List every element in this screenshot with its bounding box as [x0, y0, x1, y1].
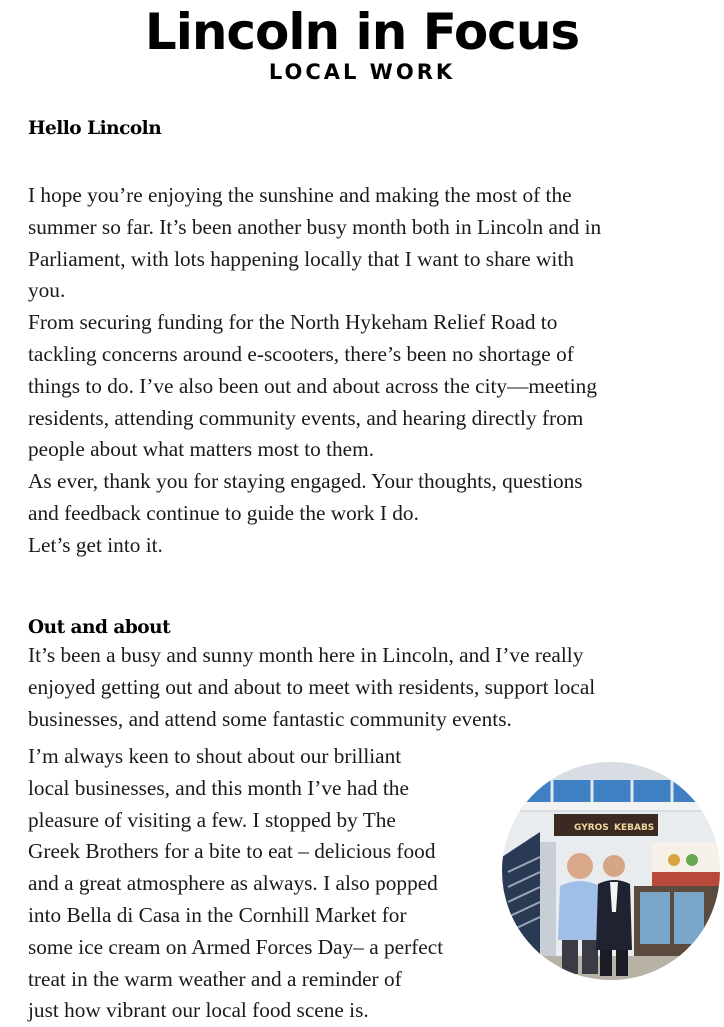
sign-text: KEBABS [614, 823, 655, 833]
text-line: people about what matters most to them. [28, 437, 375, 462]
text-line: Let’s get into it. [28, 532, 163, 557]
text-line: summer so far. It’s been another busy month both in Lincoln and in [28, 214, 602, 239]
text-line: Greek Brothers for a bite to eat – delicious food [28, 839, 436, 864]
businesses-paragraph [28, 741, 443, 1027]
restaurant-visit-photo [502, 762, 720, 980]
text-line: and feedback continue to guide the work I do. [28, 500, 419, 525]
text-line: treat in the warm weather and a reminder of [28, 966, 402, 991]
text-line: pleasure of visiting a few. I stopped by The [28, 807, 396, 832]
text-line: It’s been a busy and sunny month here in Lincoln, and I’ve really [28, 643, 584, 667]
text-line: tackling concerns around e-scooters, there’s been no shortage of [28, 341, 574, 366]
text-line: I hope you’re enjoying the sunshine and making the most of the [28, 183, 572, 207]
text-line: into Bella di Casa in the Cornhill Market for [28, 902, 407, 927]
text-line: some ice cream on Armed Forces Day– a perfect [28, 934, 444, 959]
sign-text: GYROS [574, 823, 609, 833]
text-line: local businesses, and this month I’ve had the [28, 775, 409, 800]
newsletter-title: Lincoln in Focus [144, 3, 580, 61]
text-line: businesses, and attend some fantastic community events. [28, 706, 512, 731]
greeting-heading: Hello Lincoln [28, 118, 162, 139]
text-line: residents, attending community events, and hearing directly from [28, 405, 584, 430]
text-line: you. [28, 278, 66, 303]
section-heading: Out and about [28, 617, 171, 638]
text-line: and a great atmosphere as always. I also popped [28, 871, 438, 896]
text-line: From securing funding for the North Hykeham Relief Road to [28, 310, 558, 335]
text-line: As ever, thank you for staying engaged. Your thoughts, questions [28, 469, 583, 494]
text-line: Parliament, with lots happening locally that I want to share with [28, 246, 574, 271]
text-line: I’m always keen to shout about our brilliant [28, 744, 402, 768]
section-paragraph [28, 640, 595, 735]
photo-illustration [502, 762, 720, 980]
text-line: just how vibrant our local food scene is. [28, 998, 369, 1023]
text-line: things to do. I’ve also been out and about across the city—meeting [28, 373, 597, 398]
text-line: enjoyed getting out and about to meet with residents, support local [28, 674, 596, 699]
newsletter-subtitle: LOCAL WORK [268, 60, 456, 84]
intro-paragraph [28, 180, 601, 562]
